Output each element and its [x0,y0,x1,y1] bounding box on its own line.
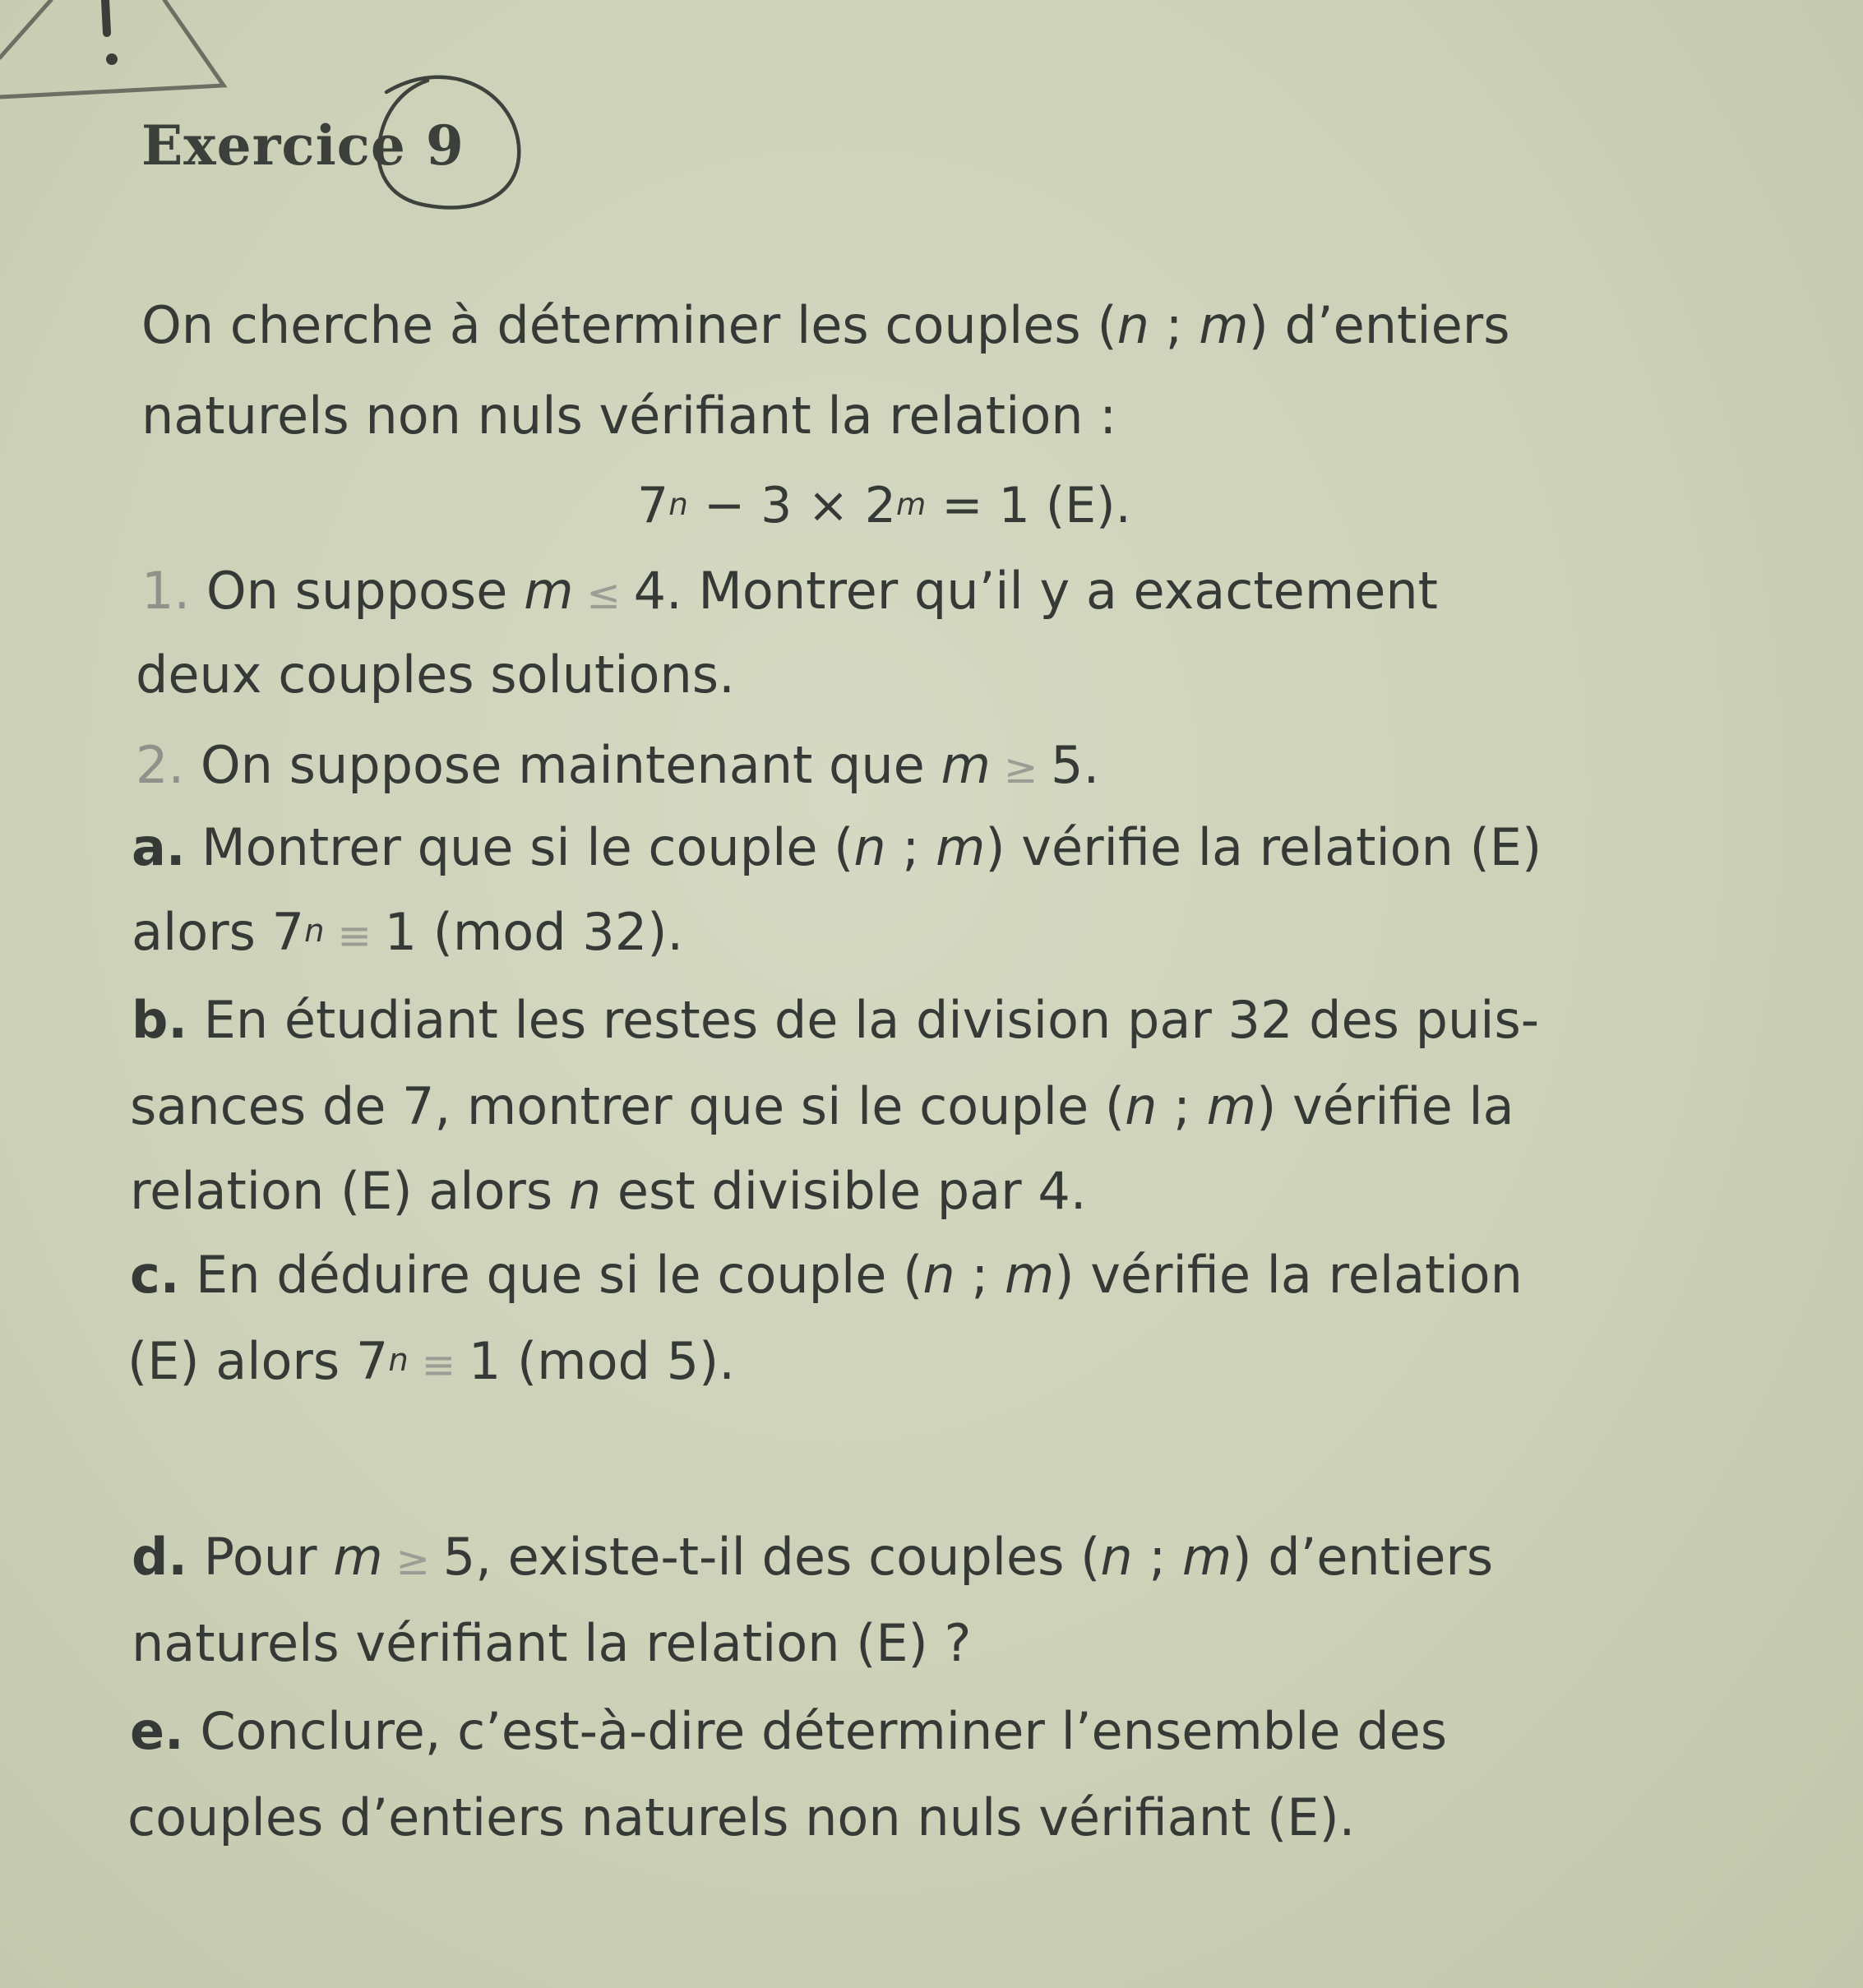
relation-symbol: ≥ [382,1537,443,1584]
question-2a-line-1 [132,817,1542,877]
congruence-symbol: ≡ [408,1341,469,1389]
var-n: n [853,817,886,877]
intro-text: On cherche à déterminer les couples ( [141,295,1117,355]
separator: ; [1157,1076,1207,1136]
question-text: On suppose maintenant que [184,735,941,795]
eq-exponent-m: m [895,485,927,522]
question-text: 1 (mod 32). [384,902,684,962]
question-text: ) vérifie la relation [1054,1245,1523,1305]
intro-text: ) d’entiers [1248,295,1510,355]
question-2a-line-2 [132,902,684,962]
var-n: n [1125,1076,1158,1136]
equation-E [637,477,1131,534]
var-n: n [568,1161,602,1221]
eq-base: 7 [637,477,669,534]
question-text: Montrer que si le couple ( [185,817,854,877]
separator: ; [885,817,936,877]
var-m: m [935,817,986,877]
question-text: est divisible par 4. [601,1161,1087,1221]
question-text: relation (E) alors [130,1161,569,1221]
question-number: 2. [136,735,185,795]
exponent-n: n [388,1342,409,1380]
question-text: ) d’entiers [1232,1527,1494,1587]
question-text: 1 (mod 5). [468,1331,735,1391]
var-m: m [1199,295,1249,355]
eq-middle: − 3 × 2 [687,477,896,534]
eq-exponent-n: n [668,485,688,522]
question-text: ) vérifie la relation (E) [985,817,1542,877]
question-text: On suppose [190,561,525,621]
separator: ; [1149,295,1200,355]
var-m: m [524,561,574,621]
warning-triangle-icon [0,0,224,97]
var-n: n [1100,1527,1133,1587]
question-text: alors [132,902,272,962]
question-2e-line-1 [130,1701,1448,1761]
separator: ; [955,1245,1005,1305]
question-2-line-1 [136,735,1100,795]
question-text: Conclure, c’est-à-dire déterminer l’ensemble des [183,1701,1448,1761]
question-text: Pour [187,1527,334,1587]
question-2d-line-1 [132,1527,1494,1587]
question-1-line-1 [141,561,1438,621]
question-text: ) vérifie la [1256,1076,1514,1136]
intro-line-2: naturels non nuls vérifiant la relation : [141,386,1117,446]
question-2e-line-2: couples d’entiers naturels non nuls vérifiant (E). [127,1787,1356,1847]
var-n: n [922,1245,955,1305]
item-label: e. [130,1701,184,1761]
eq-end: = 1 (E). [926,477,1131,534]
question-2b-line-1 [132,990,1540,1050]
var-n: n [1116,295,1149,355]
question-2c-line-2 [127,1331,735,1391]
intro-line-1 [141,295,1510,355]
var-m: m [1004,1245,1055,1305]
question-2b-line-3 [130,1161,1087,1221]
exponent-n: n [304,913,325,950]
question-2d-line-2: naturels vérifiant la relation (E) ? [132,1613,972,1673]
power-base: 7 [271,902,305,962]
question-text: sances de 7, montrer que si le couple ( [130,1076,1126,1136]
question-1-line-2: deux couples solutions. [136,645,735,705]
separator: ; [1132,1527,1182,1587]
question-2b-line-2 [130,1076,1514,1136]
congruence-symbol: ≡ [324,912,385,959]
item-label: c. [130,1245,180,1305]
question-text: 5. [1051,735,1100,795]
question-text: 5, existe-t-il des couples ( [442,1527,1101,1587]
question-2c-line-1 [130,1245,1523,1305]
var-m: m [333,1527,383,1587]
relation-symbol: ≥ [990,745,1052,793]
exercise-title: Exercice 9 [141,113,465,178]
item-label: d. [132,1527,187,1587]
var-m: m [1206,1076,1257,1136]
var-m: m [941,735,991,795]
question-text: 4. Montrer qu’il y a exactement [633,561,1438,621]
power-base: 7 [355,1331,389,1391]
item-label: a. [132,817,186,877]
question-number: 1. [141,561,191,621]
question-text: (E) alors [127,1331,356,1391]
var-m: m [1181,1527,1232,1587]
question-text: En étudiant les restes de la division par 32 des puis- [187,990,1540,1050]
question-text: En déduire que si le couple ( [179,1245,923,1305]
relation-symbol: ≤ [573,571,634,618]
item-label: b. [132,990,187,1050]
